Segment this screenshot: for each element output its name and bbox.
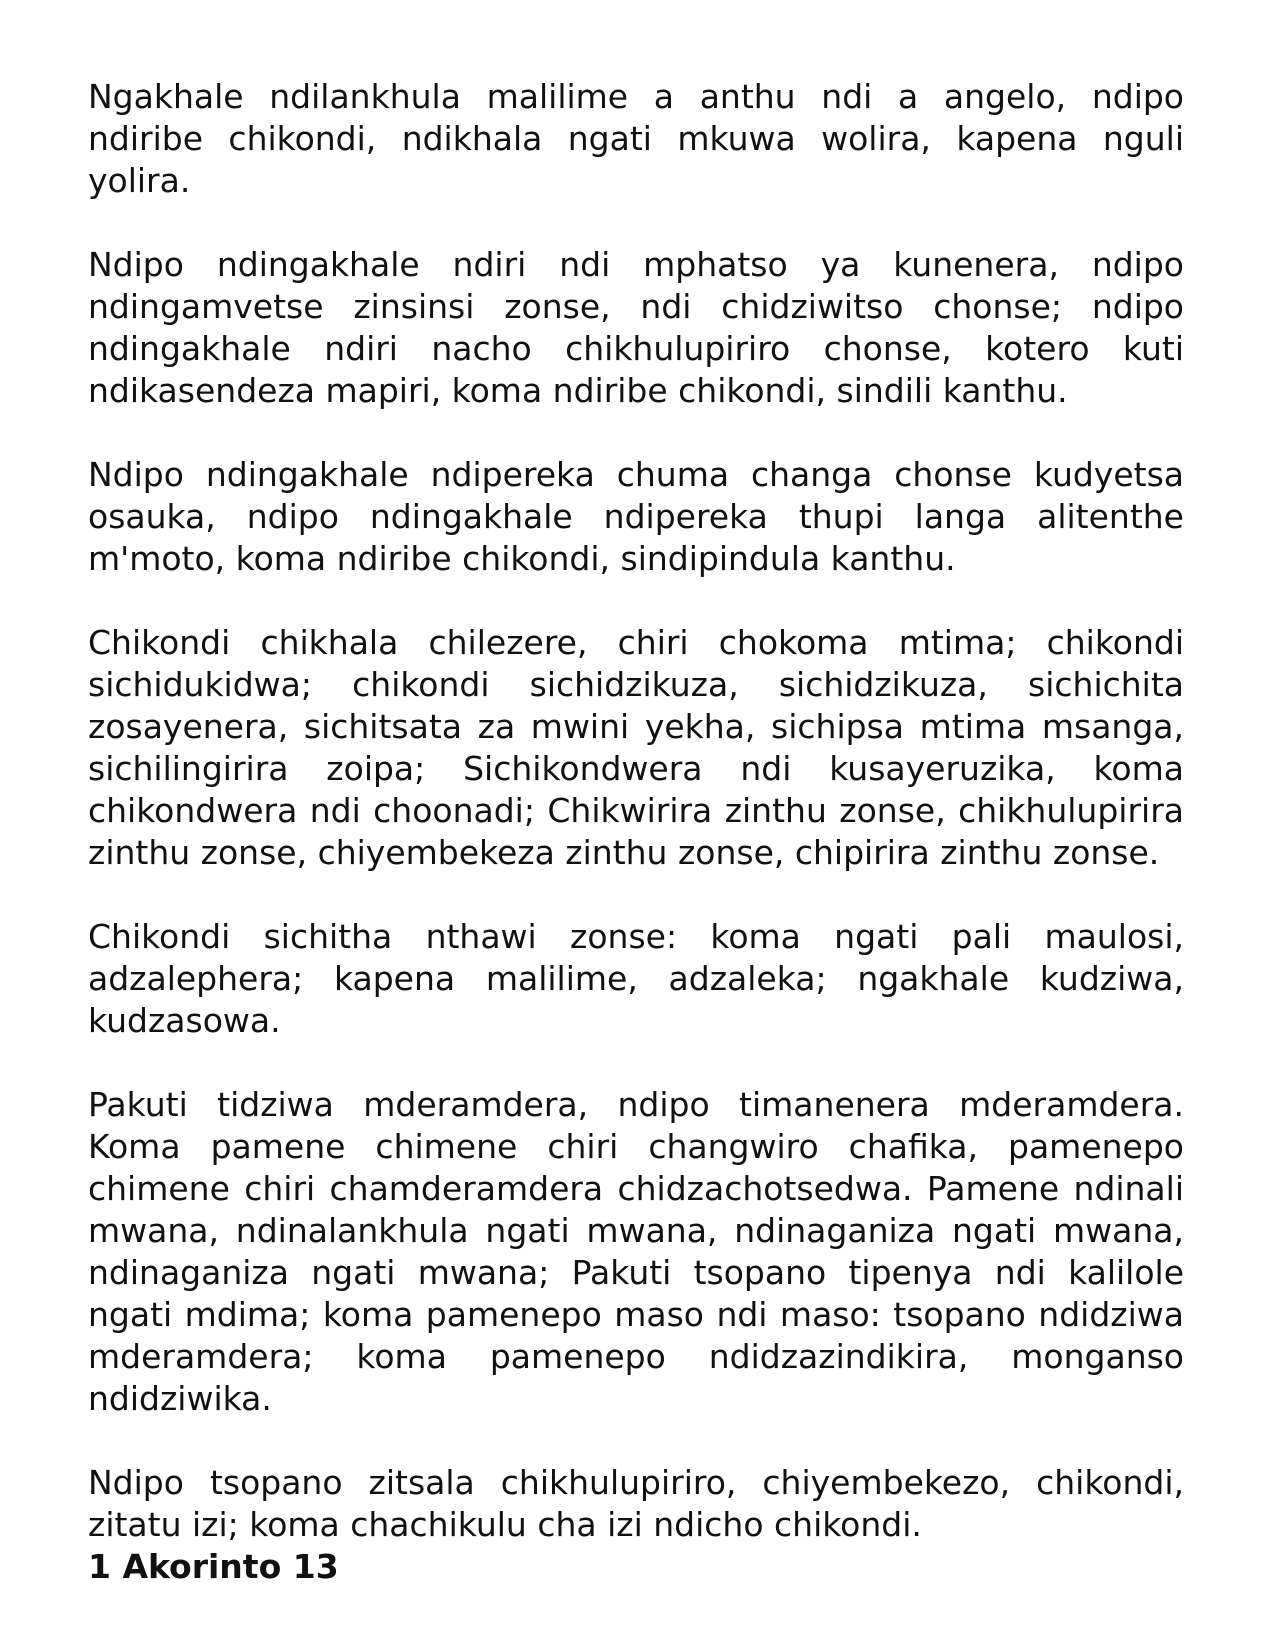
paragraph-2: Ndipo ndingakhale ndiri ndi mphatso ya kunenera, ndipo ndingamvetse zinsinsi zonse, ndi chidziwitso chonse; ndipo ndingakhale ndiri nacho chikhulupiriro chonse, kotero kuti ndikasendeza mapiri, koma ndiribe chikondi, sindili kanthu. [88, 245, 1184, 410]
scripture-citation: 1 Akorinto 13 [88, 1547, 339, 1586]
paragraph-5: Chikondi sichitha nthawi zonse: koma ngati pali maulosi, adzalephera; kapena malilime, adzaleka; ngakhale kudziwa, kudzasowa. [88, 917, 1184, 1040]
document-page [88, 76, 1184, 1588]
paragraph-3: Ndipo ndingakhale ndipereka chuma changa chonse kudyetsa osauka, ndipo ndingakhale ndipereka thupi langa alitenthe m'moto, koma ndiribe chikondi, sindipindula kanthu. [88, 455, 1184, 578]
paragraph-4: Chikondi chikhala chilezere, chiri chokoma mtima; chikondi sichidukidwa; chikondi sichidzikuza, sichidzikuza, sichichita zosayenera, sichitsata za mwini yekha, sichipsa mtima msanga, sichilingirira zoipa; Sichikondwera ndi kusayeruzika, koma chikondwera ndi choonadi; Chikwirira zinthu zonse, chikhulupirira zinthu zonse, chiyembekeza zinthu zonse, chipirira zinthu zonse. [88, 623, 1184, 872]
paragraph-6: Pakuti tidziwa mderamdera, ndipo timanenera mderamdera. Koma pamene chimene chiri changwiro chafika, pamenepo chimene chiri chamderamdera chidzachotsedwa. Pamene ndinali mwana, ndinalankhula ngati mwana, ndinaganiza ngati mwana, ndinaganiza ngati mwana; Pakuti tsopano tipenya ndi kalilole ngati mdima; koma pamenepo maso ndi maso: tsopano ndidziwa mderamdera; koma pamenepo ndidzazindikira, monganso ndidziwika. [88, 1085, 1184, 1418]
paragraph-1: Ngakhale ndilankhula malilime a anthu ndi a angelo, ndipo ndiribe chikondi, ndikhala ngati mkuwa wolira, kapena nguli yolira. [88, 77, 1184, 200]
paragraph-7: Ndipo tsopano zitsala chikhulupiriro, chiyembekezo, chikondi, zitatu izi; koma chachikulu cha izi ndicho chikondi. [88, 1463, 1184, 1544]
